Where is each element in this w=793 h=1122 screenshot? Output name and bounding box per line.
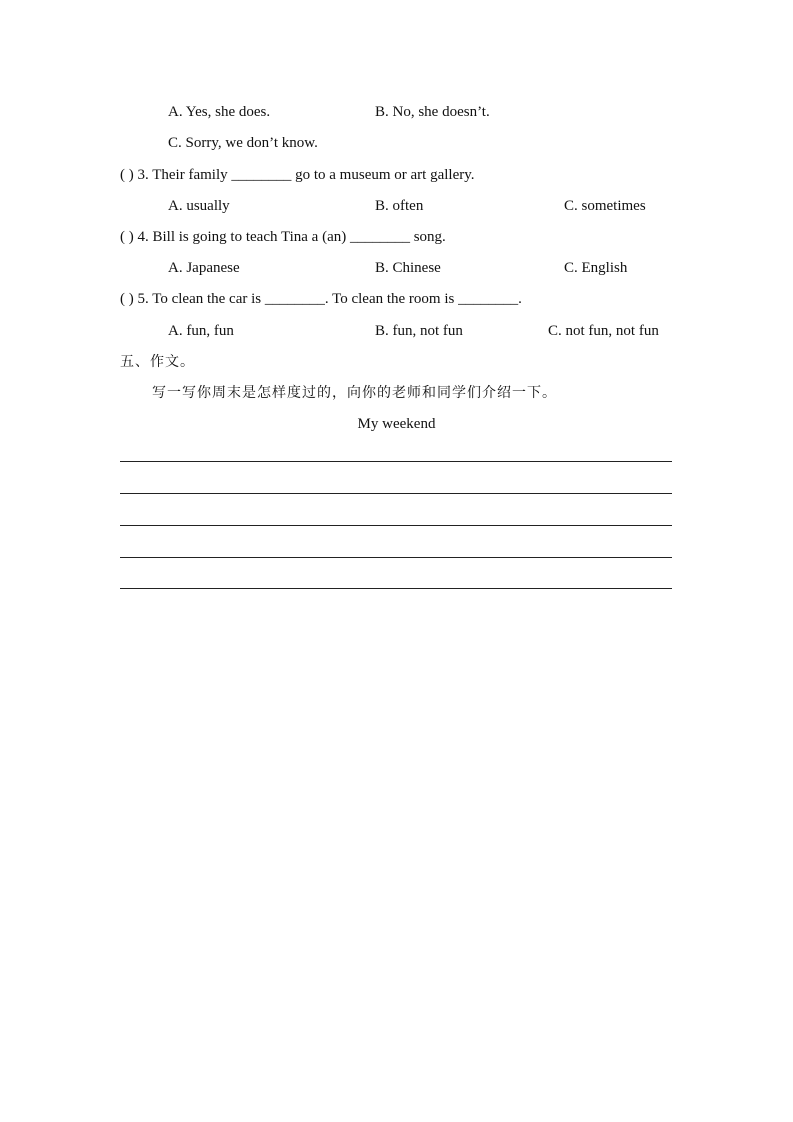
writing-line[interactable] [120,588,672,589]
writing-line[interactable] [120,525,672,526]
q4-stem: ( ) 4. Bill is going to teach Tina a (an) ________ song. [120,229,446,245]
q2-option-c: C. Sorry, we don’t know. [168,135,318,151]
q5-option-a: A. fun, fun [168,323,234,339]
q4-option-a: A. Japanese [168,260,240,276]
writing-line[interactable] [120,557,672,558]
q5-option-b: B. fun, not fun [375,323,463,339]
q2-option-b: B. No, she doesn’t. [375,104,490,120]
q3-option-c: C. sometimes [564,198,646,214]
q3-option-b: B. often [375,198,424,214]
section-heading: 五、作文。 [120,354,195,370]
section-instruction: 写一写你周末是怎样度过的，向你的老师和同学们介绍一下。 [152,385,557,401]
essay-title: My weekend [357,416,436,432]
q5-option-c: C. not fun, not fun [548,323,659,339]
writing-line[interactable] [120,493,672,494]
q4-option-b: B. Chinese [375,260,441,276]
q5-stem: ( ) 5. To clean the car is ________. To clean the room is ________. [120,291,522,307]
q3-stem: ( ) 3. Their family ________ go to a museum or art gallery. [120,167,475,183]
q3-option-a: A. usually [168,198,230,214]
writing-line[interactable] [120,461,672,462]
q4-option-c: C. English [564,260,628,276]
q2-option-a: A. Yes, she does. [168,104,271,120]
